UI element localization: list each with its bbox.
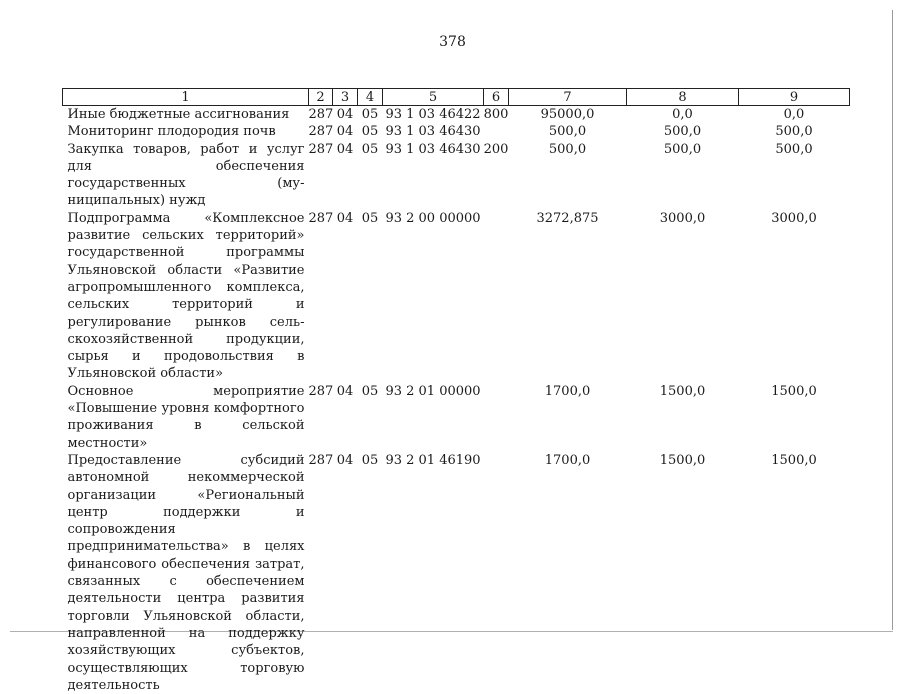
table-row	[63, 106, 850, 124]
row-description: Иные бюджетные ассигнования	[67, 107, 290, 122]
cell-amount-7: 1700,0	[544, 383, 591, 399]
page-number: 378	[439, 34, 466, 50]
header-col-6: 6	[484, 89, 509, 106]
cell-amount-7: 500,0	[548, 141, 587, 157]
cell-amount-8: 3000,0	[659, 210, 706, 226]
cell-subsection-code: 05	[361, 141, 379, 157]
header-col-8: 8	[627, 89, 739, 106]
cell-subsection-code: 05	[361, 383, 379, 399]
cell-expense-type	[484, 210, 509, 383]
cell-ministry-code: 287	[308, 210, 334, 226]
page-edge-right	[892, 10, 893, 630]
cell-amount-8: 500,0	[663, 141, 702, 157]
row-description: Мониторинг плодородия почв	[67, 124, 276, 140]
cell-amount-8: 0,0	[672, 107, 693, 122]
table-row	[63, 383, 850, 452]
cell-section-code: 04	[336, 383, 354, 399]
cell-amount-9: 1500,0	[771, 383, 817, 399]
cell-target-article: 93 1 03 46430	[385, 141, 481, 157]
row-description: Основное мероприятие «Повышение уровня комфортного проживания в сельской местности»	[67, 383, 305, 451]
cell-amount-7: 1700,0	[544, 452, 591, 468]
cell-target-article: 93 1 03 46422	[385, 107, 481, 122]
cell-subsection-code: 05	[361, 107, 379, 122]
header-col-1: 1	[63, 89, 309, 106]
table-row	[63, 452, 850, 694]
table-row	[63, 123, 850, 140]
table-row	[63, 141, 850, 210]
cell-amount-7: 95000,0	[540, 107, 595, 122]
cell-amount-7: 3272,875	[536, 210, 599, 226]
cell-target-article: 93 2 00 00000	[385, 210, 481, 226]
cell-ministry-code: 287	[308, 383, 334, 399]
table-header-row	[63, 89, 850, 106]
cell-ministry-code: 287	[308, 107, 334, 122]
cell-subsection-code: 05	[361, 452, 379, 468]
cell-amount-7: 500,0	[548, 124, 587, 140]
cell-amount-9: 1500,0	[771, 452, 817, 468]
header-col-5: 5	[383, 89, 484, 106]
cell-target-article: 93 2 01 00000	[385, 383, 481, 399]
cell-target-article: 93 1 03 46430	[385, 124, 481, 140]
cell-expense-type: 800	[483, 107, 509, 122]
cell-ministry-code: 287	[308, 124, 334, 140]
cell-subsection-code: 05	[361, 124, 379, 140]
header-col-9: 9	[739, 89, 850, 106]
cell-target-article: 93 2 01 46190	[385, 452, 481, 468]
cell-ministry-code: 287	[308, 141, 334, 157]
cell-section-code: 04	[336, 107, 354, 122]
header-col-4: 4	[358, 89, 383, 106]
cell-amount-8: 1500,0	[659, 452, 706, 468]
header-col-3: 3	[333, 89, 358, 106]
cell-section-code: 04	[336, 210, 354, 226]
row-description: Предоставление субсидий автономной некоммерческой организации «Региональный центр поддержки и сопровождения предпринимательства» в целях финансового обеспечения затрат, связанных с обеспечением деятельности центра развития торговли Ульяновской области, направленной на поддержку хозяйствующих субъектов, осуществляющих торговую деятельность	[67, 452, 305, 693]
cell-expense-type	[484, 452, 509, 694]
cell-section-code: 04	[336, 141, 354, 157]
cell-section-code: 04	[336, 452, 354, 468]
budget-table	[62, 88, 850, 694]
row-description: Закупка товаров, работ и услуг для обеспечения государственных (муниципальных) нужд	[67, 141, 305, 209]
cell-subsection-code: 05	[361, 210, 379, 226]
cell-amount-9: 500,0	[775, 141, 813, 157]
cell-section-code: 04	[336, 124, 354, 140]
cell-ministry-code: 287	[308, 452, 334, 468]
cell-expense-type	[484, 383, 509, 452]
header-col-7: 7	[509, 89, 627, 106]
header-col-2: 2	[309, 89, 333, 106]
cell-expense-type: 200	[483, 141, 509, 157]
row-description: Подпрограмма «Комплексное развитие сельских территорий» государственной программы Ульяновской области «Развитие агропромышленного комплекса, сельских территорий и регулирование рынков сельскохозяйственной продукции, сырья и продовольствия в Ульяновской области»	[67, 210, 305, 382]
cell-amount-8: 500,0	[663, 124, 702, 140]
cell-expense-type	[484, 123, 509, 140]
cell-amount-9: 0,0	[783, 107, 805, 122]
cell-amount-8: 1500,0	[659, 383, 706, 399]
cell-amount-9: 3000,0	[771, 210, 817, 226]
cell-amount-9: 500,0	[775, 124, 813, 140]
table-row	[63, 210, 850, 383]
